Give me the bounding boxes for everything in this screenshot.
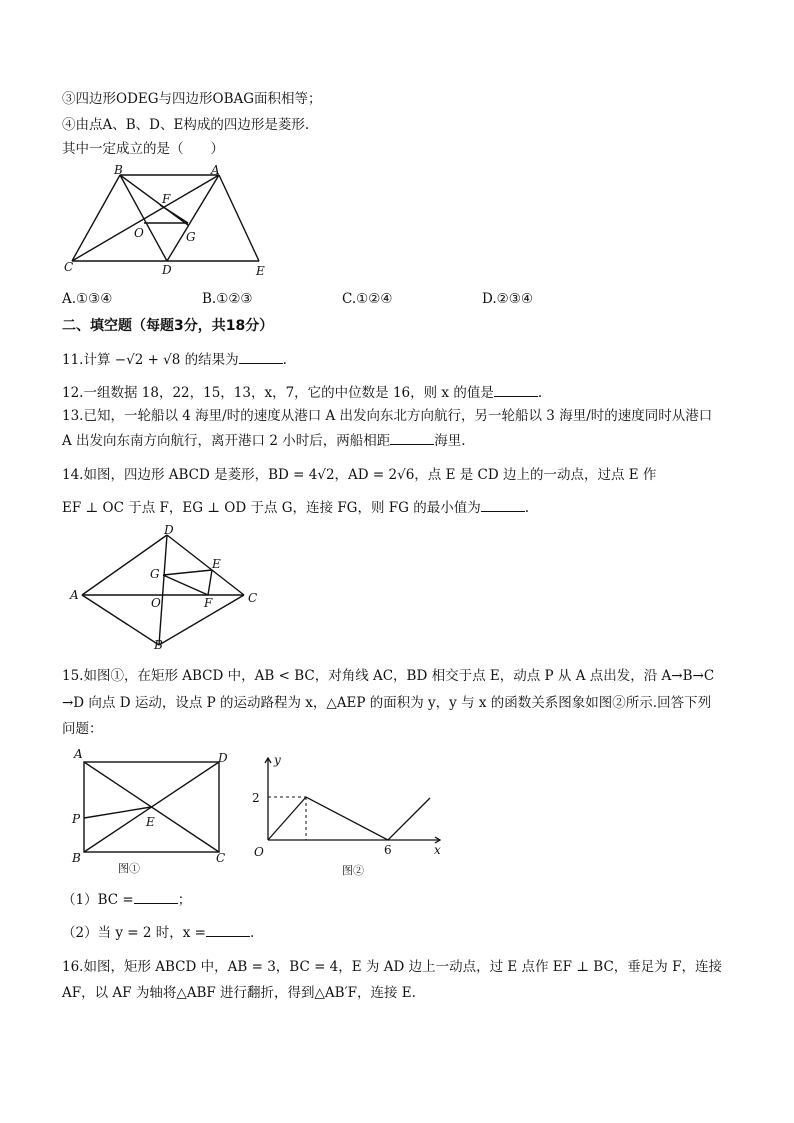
q12-pre: 12.一组数据 18，22，15，13，x，7，它的中位数是 16，则 x 的值是 — [62, 385, 494, 401]
section-two-title: 二、填空题（每题3分，共18分） — [62, 318, 274, 334]
q11-pre: 11.计算 — [62, 352, 111, 368]
q13-line2-pre: A 出发向东南方向航行，离开港口 2 小时后，两船相距 — [62, 433, 391, 449]
statement-3: ③四边形ODEG与四边形OBAG面积相等； — [62, 91, 322, 107]
q14-figure — [62, 525, 262, 650]
fig1-label-a: A — [74, 747, 83, 761]
q10-option-d[interactable]: D.②③④ — [482, 291, 533, 307]
q14-line2-pre: EF ⊥ OC 于点 F，EG ⊥ OD 于点 G，连接 FG，则 FG 的最小值为 — [62, 500, 481, 516]
q10-label-e: E — [256, 264, 265, 278]
fig1-label-b: B — [72, 851, 81, 865]
q14-label-f: F — [204, 596, 213, 610]
q15-sub1-pre: （1）BC = — [62, 892, 134, 908]
q15-sub2 — [62, 922, 254, 943]
q16-line2: AF，以 AF 为轴将△ABF 进行翻折，得到△AB′F，连接 E. — [62, 985, 416, 1001]
fig1-label-d: D — [218, 751, 228, 765]
q10-label-g: G — [186, 230, 196, 244]
fig2-label-y: y — [274, 753, 281, 767]
q14-label-b: B — [154, 638, 163, 652]
q14-label-o: O — [151, 596, 161, 610]
q15-sub2-end: . — [250, 925, 255, 941]
q10-label-d: D — [162, 263, 172, 277]
q10-label-b: B — [114, 163, 123, 177]
q14-label-e: E — [212, 557, 221, 571]
q11-post: 的结果为 — [184, 352, 239, 368]
q10-option-a[interactable]: A.①③④ — [62, 291, 113, 307]
q15-sub1 — [62, 889, 191, 910]
q16-line1: 16.如图，矩形 ABCD 中，AB = 3，BC = 4，E 为 AD 边上一动点，过 E 点作 EF ⊥ BC，垂足为 F，连接 — [62, 959, 722, 975]
statement-4: ④由点A、B、D、E构成的四边形是菱形. — [62, 117, 310, 133]
q14-answer-blank[interactable] — [481, 497, 525, 512]
q15-line1: 15.如图①，在矩形 ABCD 中，AB < BC，对角线 AC，BD 相交于点 E，动点 P 从 A 点出发，沿 A→B→C — [62, 668, 715, 684]
q10-label-o: O — [134, 226, 144, 240]
q15-sub1-answer-blank[interactable] — [134, 889, 178, 904]
fig1-label-p: P — [72, 812, 81, 826]
q10-label-a: A — [211, 163, 220, 177]
q13-answer-blank[interactable] — [390, 430, 434, 445]
q13-line2 — [62, 430, 466, 451]
q14-label-a: A — [70, 588, 79, 602]
fig2-tick-2: 2 — [252, 791, 260, 805]
fig2-caption: 图② — [342, 864, 364, 877]
q15-sub1-end: ； — [177, 892, 192, 908]
q15-figure-2 — [250, 752, 450, 882]
q13-line2-end: 海里. — [434, 433, 466, 449]
fig1-label-e: E — [146, 815, 155, 829]
q14-line2-end: . — [524, 500, 529, 516]
q12-answer-blank[interactable] — [494, 382, 538, 397]
q10-label-f: F — [162, 192, 171, 206]
q15-figure-1 — [68, 748, 243, 873]
q11-expr: −√2 + √8 — [114, 352, 181, 368]
q10-option-b[interactable]: B.①②③ — [202, 291, 253, 307]
q10-label-c: C — [64, 260, 74, 274]
q14-line2 — [62, 497, 529, 518]
q14-label-g: G — [150, 567, 160, 581]
question-stem: 其中一定成立的是（ ） — [62, 141, 224, 157]
q15-sub2-answer-blank[interactable] — [206, 922, 250, 937]
fig2-tick-6: 6 — [384, 843, 392, 857]
q12-end: . — [537, 385, 543, 401]
q11 — [62, 349, 287, 370]
fig1-caption: 图① — [118, 862, 140, 875]
q10-figure — [62, 163, 282, 278]
q15-sub2-pre: （2）当 y = 2 时，x = — [62, 925, 206, 941]
fig1-label-c: C — [216, 851, 226, 865]
q14-label-c: C — [248, 591, 258, 605]
q11-answer-blank[interactable] — [239, 349, 283, 364]
fig2-label-o: O — [254, 845, 264, 859]
fig2-label-x: x — [434, 843, 441, 857]
q12 — [62, 382, 542, 403]
q11-end: . — [282, 352, 287, 368]
q14-label-d: D — [164, 523, 174, 537]
q10-option-c[interactable]: C.①②④ — [342, 291, 393, 307]
q14-line1: 14.如图，四边形 ABCD 是菱形，BD = 4√2，AD = 2√6，点 E 是 CD 边上的一动点，过点 E 作 — [62, 467, 657, 483]
q15-line3: 问题： — [62, 721, 103, 737]
q15-line2: →D 向点 D 运动，设点 P 的运动路程为 x，△AEP 的面积为 y，y 与 x 的函数关系图象如图②所示.回答下列 — [62, 695, 712, 711]
q13-line1: 13.已知，一轮船以 4 海里/时的速度从港口 A 出发向东北方向航行，另一轮船以 3 海里/时的速度同时从港口 — [62, 408, 713, 424]
